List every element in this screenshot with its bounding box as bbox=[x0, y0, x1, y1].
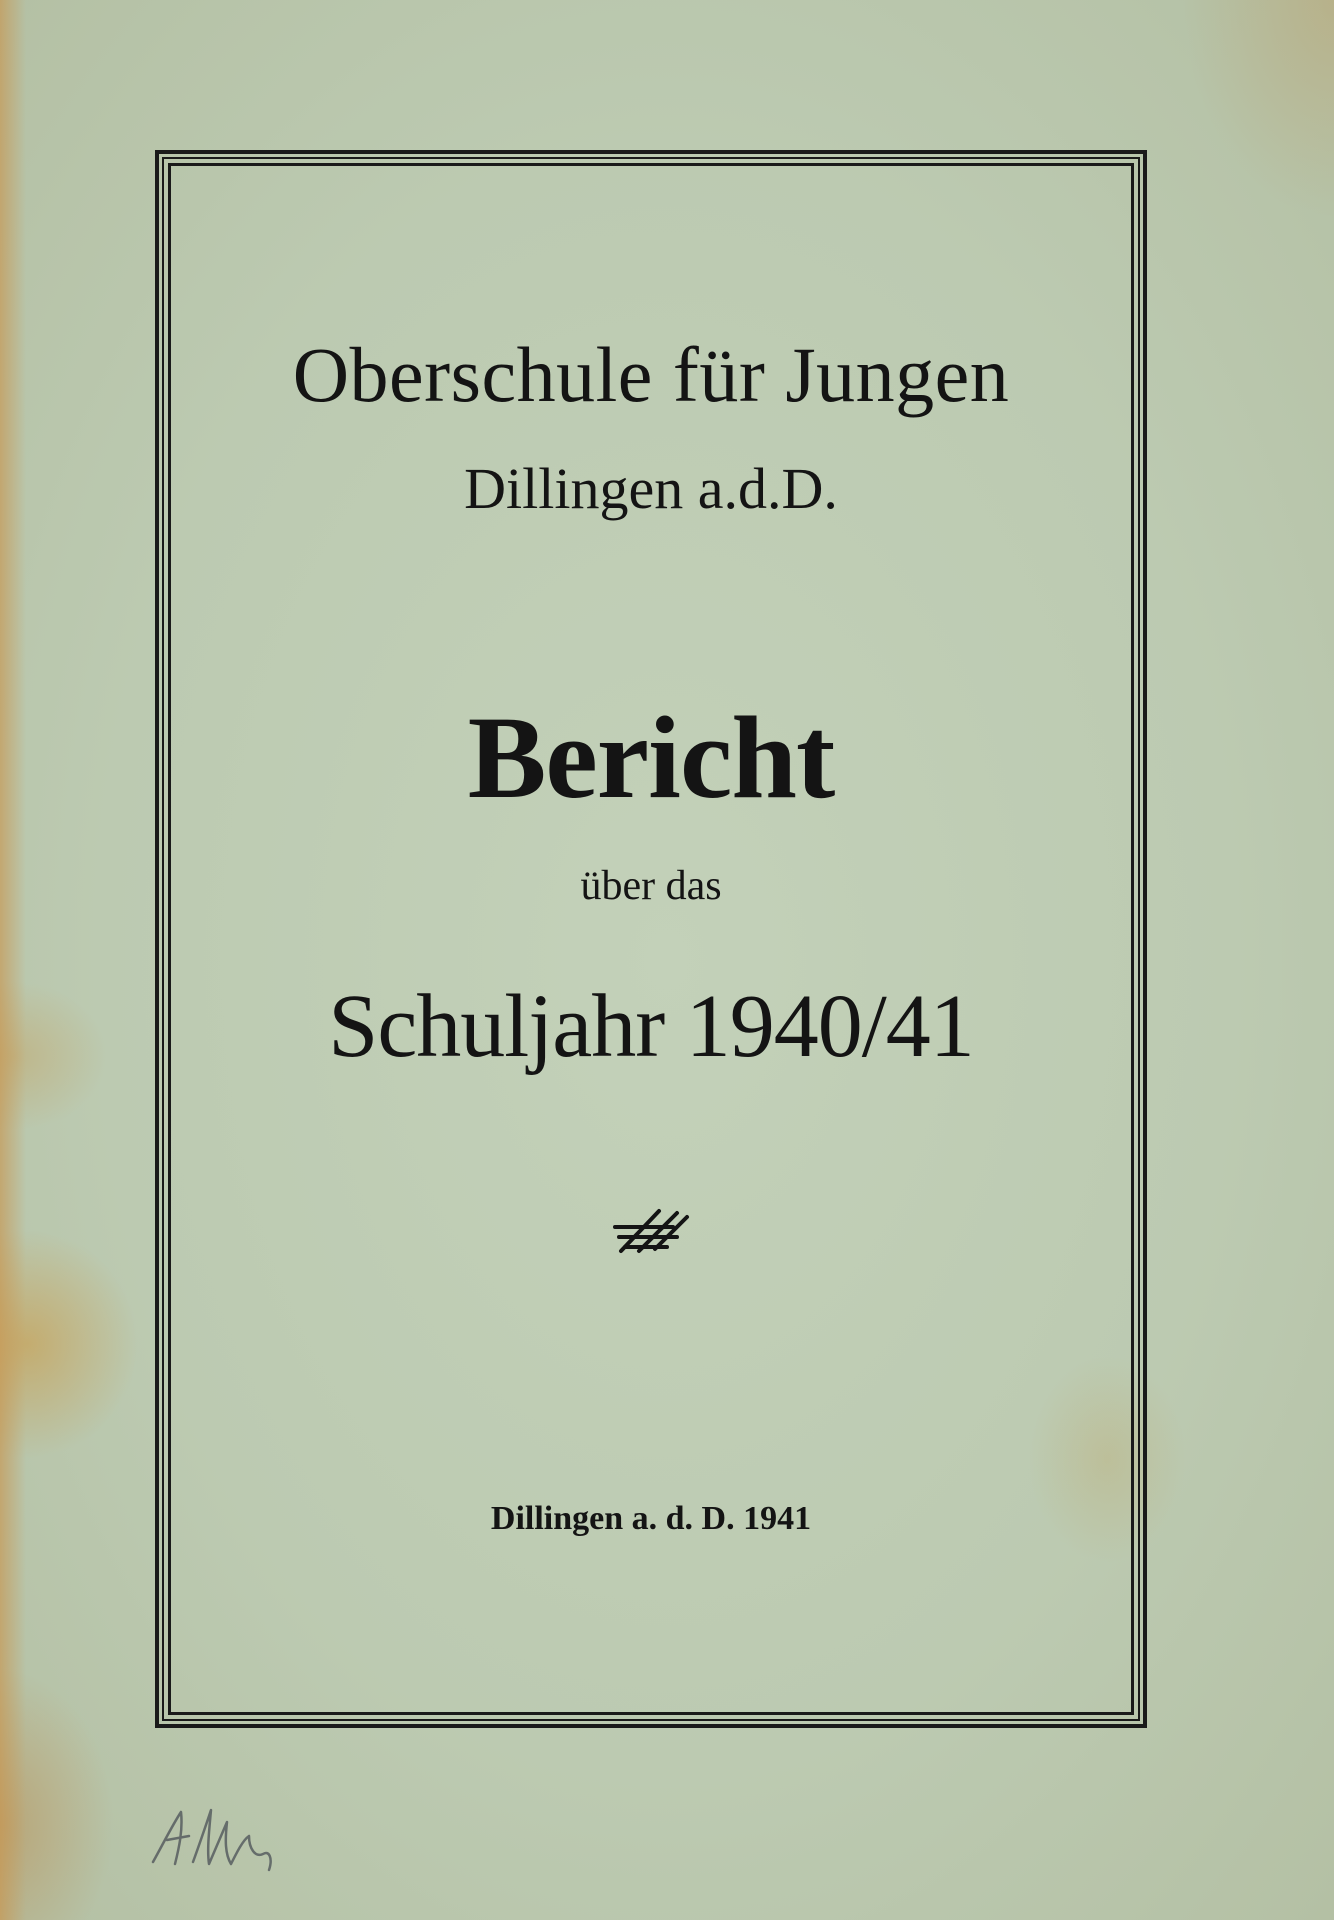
imprint-line: Dillingen a. d. D. 1941 bbox=[490, 1500, 812, 1537]
school-year: Schuljahr 1940/41 bbox=[328, 977, 974, 1076]
report-title: Bericht bbox=[467, 692, 835, 823]
school-location: Dillingen a.d.D. bbox=[464, 456, 838, 521]
crosshatch-ornament-icon bbox=[611, 1205, 691, 1255]
report-subtitle: über das bbox=[580, 863, 722, 909]
handwritten-signature bbox=[145, 1800, 285, 1880]
paper-stain bbox=[0, 0, 26, 1920]
school-name: Oberschule für Jungen bbox=[292, 331, 1010, 418]
